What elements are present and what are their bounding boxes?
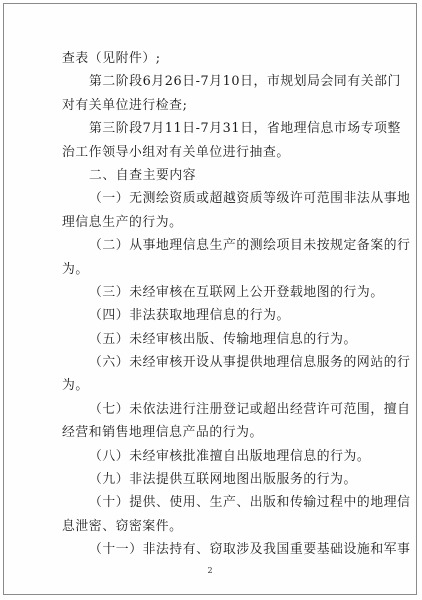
text-line: 查表（见附件）; <box>62 51 161 66</box>
text-line: （三）未经审核在互联网上公开登载地图的行为。 <box>89 284 384 300</box>
page-number: 2 <box>207 566 213 575</box>
text-line: 治工作领导小组对有关单位进行抽查。 <box>62 144 290 160</box>
text-line: （四）非法获取地理信息的行为。 <box>89 308 290 324</box>
text-line: 理信息生产的行为。 <box>62 214 183 230</box>
text-line: （一）无测绘资质或超越资质等级许可范围非法从事地 <box>89 191 411 207</box>
text-line: 对有关单位进行检查; <box>62 97 188 113</box>
text-line: 第二阶段6月26日-7月10日，市规划局会同有关部门 <box>89 74 401 90</box>
text-line: （二）从事地理信息生产的测绘项目未按规定备案的行 <box>89 238 411 254</box>
text-line: 息泄密、窃密案件。 <box>62 518 183 534</box>
text-line: （八）未经审核批准擅自出版地理信息的行为。 <box>89 448 371 464</box>
section-heading: 二、自查主要内容 <box>89 167 197 183</box>
text-line: （十）提供、使用、生产、出版和传输过程中的地理信 <box>89 495 411 511</box>
text-line: 经营和销售地理信息产品的行为。 <box>62 425 263 441</box>
text-line: （七）未依法进行注册登记或超出经营许可范围，擅自 <box>89 401 411 417</box>
text-line: （六）未经审核开设从事提供地理信息服务的网站的行 <box>89 355 411 371</box>
document-body <box>62 47 411 562</box>
text-line: 为。 <box>62 378 89 394</box>
text-line: （五）未经审核出版、传输地理信息的行为。 <box>89 331 357 347</box>
text-line: （九）非法提供互联网地图出版服务的行为。 <box>89 472 357 488</box>
text-line: （十一）非法持有、窃取涉及我国重要基础设施和军事 <box>89 542 411 558</box>
document-page <box>3 3 417 595</box>
text-line: 第三阶段7月11日-7月31日，省地理信息市场专项整 <box>89 121 401 137</box>
text-line: 为。 <box>62 261 89 277</box>
